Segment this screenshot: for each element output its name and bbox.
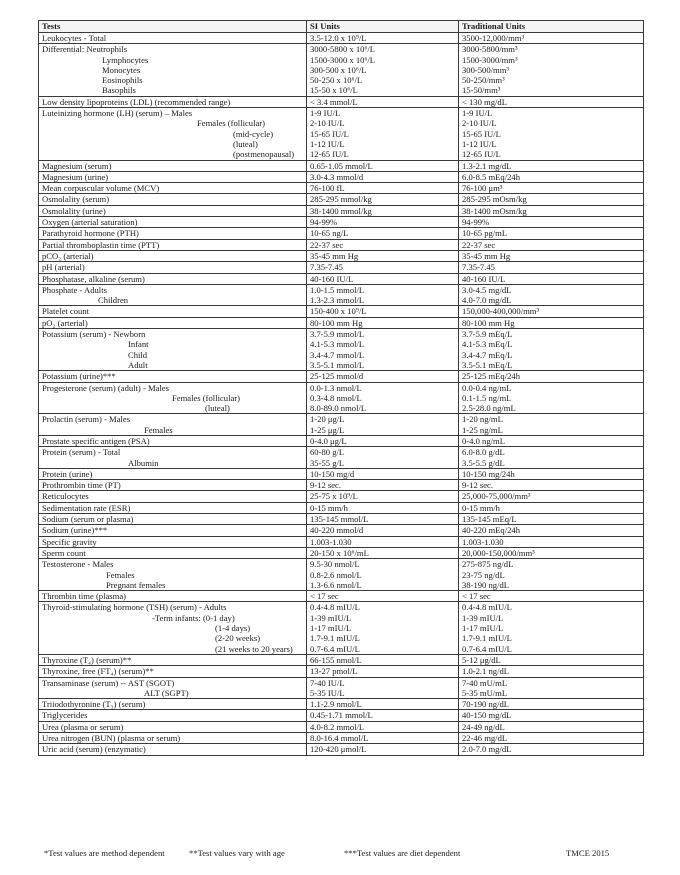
test-name-cell: Partial thromboplastin time (PTT)	[39, 239, 307, 250]
traditional-units-cell: 300-500/mm³	[459, 65, 644, 75]
si-units-cell: 1-25 μg/L	[307, 425, 459, 436]
test-name-cell: Phosphatase, alkaline (serum)	[39, 273, 307, 284]
test-name-cell: Protein (urine)	[39, 468, 307, 479]
si-units-cell: 12-65 IU/L	[307, 149, 459, 160]
table-row	[39, 108, 644, 119]
test-name-cell: Females	[39, 425, 307, 436]
table-row	[39, 414, 644, 425]
test-name-cell: ALT (SGPT)	[39, 688, 307, 699]
table-row	[39, 329, 644, 340]
traditional-units-cell: 6.0-8.0 g/dL	[459, 447, 644, 458]
table-row	[39, 339, 644, 349]
test-name-cell: -Term infants: (0-1 day)	[39, 613, 307, 623]
table-row	[39, 317, 644, 328]
traditional-units-cell: 94-99%	[459, 217, 644, 228]
traditional-units-cell: < 130 mg/dL	[459, 96, 644, 107]
test-name-cell: Sodium (serum or plasma)	[39, 514, 307, 525]
table-row	[39, 613, 644, 623]
source-label: TMCE 2015	[566, 848, 610, 858]
test-name-cell: Prostate specific antigen (PSA)	[39, 435, 307, 446]
table-row	[39, 591, 644, 602]
table-row	[39, 580, 644, 591]
si-units-cell: 0.7-6.4 mIU/L	[307, 644, 459, 655]
traditional-units-cell: 3.5-5.1 mEq/L	[459, 360, 644, 371]
traditional-units-cell: 0.4-4.8 mIU/L	[459, 602, 644, 613]
table-row	[39, 55, 644, 65]
traditional-units-cell: 7.35-7.45	[459, 262, 644, 273]
si-units-cell: 0.4-4.8 mIU/L	[307, 602, 459, 613]
si-units-cell: 4.1-5.3 mmol/L	[307, 339, 459, 349]
si-units-cell: 15-65 IU/L	[307, 129, 459, 139]
table-row	[39, 33, 644, 44]
test-name-cell: Infant	[39, 339, 307, 349]
si-units-cell: 300-500 x 10⁶/L	[307, 65, 459, 75]
table-row	[39, 85, 644, 96]
si-units-cell: 0.45-1.71 mmol/L	[307, 710, 459, 721]
traditional-units-cell: 38-190 ng/dL	[459, 580, 644, 591]
table-row	[39, 633, 644, 643]
table-row	[39, 382, 644, 393]
si-units-cell: 38-1400 mmol/kg	[307, 205, 459, 216]
si-units-cell: 1-20 μg/L	[307, 414, 459, 425]
table-row	[39, 502, 644, 513]
test-name-cell: Low density lipoproteins (LDL) (recommended range)	[39, 96, 307, 107]
table-row	[39, 468, 644, 479]
test-name-cell: Thyroxine (T₄) (serum)**	[39, 654, 307, 665]
test-name-cell: Specific gravity	[39, 536, 307, 547]
si-units-cell: 2-10 IU/L	[307, 118, 459, 128]
traditional-units-cell: 0-4.0 ng/mL	[459, 435, 644, 446]
test-name-cell: Females	[39, 570, 307, 580]
test-name-cell: (1-4 days)	[39, 623, 307, 633]
table-row	[39, 480, 644, 491]
traditional-units-cell: 50-250/mm³	[459, 75, 644, 85]
test-name-cell: Thyroid-stimulating hormone (TSH) (serum) - Adults	[39, 602, 307, 613]
si-units-cell: 1-12 IU/L	[307, 139, 459, 149]
si-units-cell: 25-125 mmol/d	[307, 371, 459, 382]
test-name-cell: (mid-cycle)	[39, 129, 307, 139]
traditional-units-cell: 38-1400 mOsm/kg	[459, 205, 644, 216]
si-units-cell: 5-35 IU/L	[307, 688, 459, 699]
si-units-cell: 1-17 mIU/L	[307, 623, 459, 633]
table-row	[39, 744, 644, 755]
traditional-units-cell: 5-35 mU/mL	[459, 688, 644, 699]
traditional-units-cell: 1-9 IU/L	[459, 108, 644, 119]
traditional-units-cell: 1.003-1.030	[459, 536, 644, 547]
traditional-units-cell: 35-45 mm Hg	[459, 250, 644, 261]
test-name-cell: Child	[39, 350, 307, 360]
table-row	[39, 547, 644, 558]
si-units-cell: 8.0-89.0 nmol/L	[307, 403, 459, 414]
test-name-cell: Leukocytes - Total	[39, 33, 307, 44]
si-units-cell: 1500-3000 x 10⁶/L	[307, 55, 459, 65]
si-units-cell: 25-75 x 10⁹/L	[307, 491, 459, 502]
table-row	[39, 217, 644, 228]
traditional-units-cell: 1-20 ng/mL	[459, 414, 644, 425]
table-row	[39, 458, 644, 469]
si-units-cell: 7-40 IU/L	[307, 677, 459, 688]
table-row	[39, 360, 644, 371]
traditional-units-cell: 40-220 mEq/24h	[459, 525, 644, 536]
traditional-units-cell: 3.4-4.7 mEq/L	[459, 350, 644, 360]
si-units-cell: 0.3-4.8 nmol/L	[307, 393, 459, 403]
test-name-cell: Thyroxine, free (FT₄) (serum)**	[39, 666, 307, 677]
table-row	[39, 403, 644, 414]
traditional-units-cell: 1-25 ng/mL	[459, 425, 644, 436]
test-name-cell: Triglycerides	[39, 710, 307, 721]
traditional-units-cell: 76-100 μm³	[459, 183, 644, 194]
table-row	[39, 96, 644, 107]
footer-notes	[44, 848, 634, 858]
test-name-cell: Magnesium (urine)	[39, 171, 307, 182]
traditional-units-cell: 22-46 mg/dL	[459, 733, 644, 744]
table-row	[39, 570, 644, 580]
traditional-units-cell: 80-100 mm Hg	[459, 317, 644, 328]
traditional-units-cell: 15-50/mm³	[459, 85, 644, 96]
si-units-cell: 0.8-2.6 nmol/L	[307, 570, 459, 580]
si-units-cell: 10-65 ng/L	[307, 228, 459, 239]
test-name-cell: Thrombin time (plasma)	[39, 591, 307, 602]
traditional-units-cell: 15-65 IU/L	[459, 129, 644, 139]
traditional-units-cell: 1.7-9.1 mIU/L	[459, 633, 644, 643]
test-name-cell: Phosphate - Adults	[39, 284, 307, 295]
traditional-units-cell: 0-15 mm/h	[459, 502, 644, 513]
si-units-cell: 1-39 mIU/L	[307, 613, 459, 623]
si-units-cell: 35-45 mm Hg	[307, 250, 459, 261]
traditional-units-cell: 24-49 ng/dL	[459, 721, 644, 732]
test-name-cell: (postmenopausal)	[39, 149, 307, 160]
traditional-units-cell: 285-295 mOsm/kg	[459, 194, 644, 205]
si-units-cell: 9-12 sec.	[307, 480, 459, 491]
si-units-cell: 13-27 pmol/L	[307, 666, 459, 677]
traditional-units-cell: 12-65 IU/L	[459, 149, 644, 160]
table-row	[39, 514, 644, 525]
table-row	[39, 654, 644, 665]
si-units-cell: 3.4-4.7 mmol/L	[307, 350, 459, 360]
test-name-cell: Differential: Neutrophils	[39, 44, 307, 55]
table-row	[39, 536, 644, 547]
si-units-cell: 1.3-2.3 mmol/L	[307, 295, 459, 306]
traditional-units-cell: 9-12 sec.	[459, 480, 644, 491]
test-name-cell: Parathyroid hormone (PTH)	[39, 228, 307, 239]
table-row	[39, 525, 644, 536]
test-name-cell: Luteinizing hormone (LH) (serum) – Males	[39, 108, 307, 119]
table-row	[39, 710, 644, 721]
test-name-cell: Eosinophils	[39, 75, 307, 85]
table-row	[39, 602, 644, 613]
traditional-units-cell: 4.1-5.3 mEq/L	[459, 339, 644, 349]
table-row	[39, 160, 644, 171]
test-name-cell: Osmolality (urine)	[39, 205, 307, 216]
test-name-cell: Pregnant females	[39, 580, 307, 591]
si-units-cell: 22-37 sec	[307, 239, 459, 250]
test-name-cell: pO₂ (arterial)	[39, 317, 307, 328]
header-tests: Tests	[39, 21, 307, 33]
si-units-cell: 1.003-1.030	[307, 536, 459, 547]
table-row	[39, 623, 644, 633]
header-si-units: SI Units	[307, 21, 459, 33]
table-body	[39, 33, 644, 756]
test-name-cell: Monocytes	[39, 65, 307, 75]
traditional-units-cell: 22-37 sec	[459, 239, 644, 250]
test-name-cell: Potassium (serum) - Newborn	[39, 329, 307, 340]
test-name-cell: Testosterone - Males	[39, 559, 307, 570]
test-name-cell: Progesterone (serum) (adult) - Males	[39, 382, 307, 393]
traditional-units-cell: 1.3-2.1 mg/dL	[459, 160, 644, 171]
si-units-cell: 120-420 μmol/L	[307, 744, 459, 755]
si-units-cell: 7.35-7.45	[307, 262, 459, 273]
traditional-units-cell: 40-160 IU/L	[459, 273, 644, 284]
si-units-cell: 3000-5800 x 10⁶/L	[307, 44, 459, 55]
table-row	[39, 393, 644, 403]
si-units-cell: 3.7-5.9 mmol/L	[307, 329, 459, 340]
footnote-diet-dependent: ***Test values are diet dependent	[344, 848, 461, 858]
test-name-cell: Sodium (urine)***	[39, 525, 307, 536]
table-row	[39, 721, 644, 732]
traditional-units-cell: 7-40 mU/mL	[459, 677, 644, 688]
traditional-units-cell: 3500-12,000/mm³	[459, 33, 644, 44]
si-units-cell: 1.7-9.1 mIU/L	[307, 633, 459, 643]
traditional-units-cell: 150,000-400,000/mm³	[459, 306, 644, 317]
si-units-cell: 80-100 mm Hg	[307, 317, 459, 328]
table-row	[39, 491, 644, 502]
traditional-units-cell: 2.0-7.0 mg/dL	[459, 744, 644, 755]
traditional-units-cell: 20,000-150,000/mm³	[459, 547, 644, 558]
si-units-cell: 3.0-4.3 mmol/d	[307, 171, 459, 182]
table-row	[39, 284, 644, 295]
test-name-cell: Transaminase (serum) -- AST (SGOT)	[39, 677, 307, 688]
test-name-cell: Protein (serum) - Total	[39, 447, 307, 458]
lab-values-table	[38, 20, 644, 756]
table-row	[39, 350, 644, 360]
test-name-cell: Oxygen (arterial saturation)	[39, 217, 307, 228]
traditional-units-cell: 1.0-2.1 ng/dL	[459, 666, 644, 677]
test-name-cell: Prothrombin time (PT)	[39, 480, 307, 491]
traditional-units-cell: 1500-3000/mm³	[459, 55, 644, 65]
table-row	[39, 183, 644, 194]
traditional-units-cell: 70-190 ng/dL	[459, 699, 644, 710]
si-units-cell: 10-150 mg/d	[307, 468, 459, 479]
test-name-cell: Osmolality (serum)	[39, 194, 307, 205]
si-units-cell: 20-150 x 10⁶/mL	[307, 547, 459, 558]
table-row	[39, 129, 644, 139]
si-units-cell: 135-145 mmol/L	[307, 514, 459, 525]
si-units-cell: 285-295 mmol/kg	[307, 194, 459, 205]
traditional-units-cell: 1-17 mIU/L	[459, 623, 644, 633]
table-row	[39, 205, 644, 216]
traditional-units-cell: 0.7-6.4 mIU/L	[459, 644, 644, 655]
table-row	[39, 688, 644, 699]
table-row	[39, 194, 644, 205]
table-row	[39, 425, 644, 436]
test-name-cell: pCO₂ (arterial)	[39, 250, 307, 261]
test-name-cell: Triiodothyronine (T₃) (serum)	[39, 699, 307, 710]
traditional-units-cell: 1-12 IU/L	[459, 139, 644, 149]
si-units-cell: 0-15 mm/h	[307, 502, 459, 513]
test-name-cell: Sperm count	[39, 547, 307, 558]
si-units-cell: 0.65-1.05 mmol/L	[307, 160, 459, 171]
test-name-cell: Children	[39, 295, 307, 306]
traditional-units-cell: 135-145 mEq/L	[459, 514, 644, 525]
si-units-cell: 1.3-6.6 nmol/L	[307, 580, 459, 591]
test-name-cell: Lymphocytes	[39, 55, 307, 65]
traditional-units-cell: 40-150 mg/dL	[459, 710, 644, 721]
table-row	[39, 295, 644, 306]
table-row	[39, 644, 644, 655]
reference-values-sheet	[38, 20, 643, 756]
test-name-cell: Reticulocytes	[39, 491, 307, 502]
table-row	[39, 666, 644, 677]
test-name-cell: (luteal)	[39, 403, 307, 414]
traditional-units-cell: 3000-5800/mm³	[459, 44, 644, 55]
table-row	[39, 75, 644, 85]
table-row	[39, 435, 644, 446]
table-header-row	[39, 21, 644, 33]
table-row	[39, 118, 644, 128]
table-row	[39, 65, 644, 75]
traditional-units-cell: 2-10 IU/L	[459, 118, 644, 128]
si-units-cell: 50-250 x 10⁶/L	[307, 75, 459, 85]
test-name-cell: Urea (plasma or serum)	[39, 721, 307, 732]
test-name-cell: Potassium (urine)***	[39, 371, 307, 382]
traditional-units-cell: 3.5-5.5 g/dL	[459, 458, 644, 469]
test-name-cell: (2-20 weeks)	[39, 633, 307, 643]
test-name-cell: Sedimentation rate (ESR)	[39, 502, 307, 513]
si-units-cell: 1.1-2.9 nmol/L	[307, 699, 459, 710]
traditional-units-cell: 23-75 ng/dL	[459, 570, 644, 580]
table-row	[39, 139, 644, 149]
table-row	[39, 149, 644, 160]
si-units-cell: 66-155 nmol/L	[307, 654, 459, 665]
si-units-cell: 40-220 mmol/d	[307, 525, 459, 536]
traditional-units-cell: 10-65 pg/mL	[459, 228, 644, 239]
si-units-cell: 76-100 fL	[307, 183, 459, 194]
traditional-units-cell: 3.0-4.5 mg/dL	[459, 284, 644, 295]
si-units-cell: 35-55 g/L	[307, 458, 459, 469]
table-row	[39, 262, 644, 273]
table-row	[39, 677, 644, 688]
si-units-cell: 8.0-16.4 mmol/L	[307, 733, 459, 744]
si-units-cell: < 17 sec	[307, 591, 459, 602]
si-units-cell: 94-99%	[307, 217, 459, 228]
table-row	[39, 239, 644, 250]
footnote-vary-with-age: **Test values vary with age	[189, 848, 285, 858]
si-units-cell: 60-80 g/L	[307, 447, 459, 458]
si-units-cell: 3.5-12.0 x 10⁹/L	[307, 33, 459, 44]
si-units-cell: 3.5-5.1 mmol/L	[307, 360, 459, 371]
traditional-units-cell: 25,000-75,000/mm³	[459, 491, 644, 502]
table-row	[39, 733, 644, 744]
si-units-cell: 0.0-1.3 nmol/L	[307, 382, 459, 393]
test-name-cell: Adult	[39, 360, 307, 371]
traditional-units-cell: 2.5-28.0 ng/mL	[459, 403, 644, 414]
footnote-method-dependent: *Test values are method dependent	[44, 848, 165, 858]
table-row	[39, 559, 644, 570]
header-traditional-units: Traditional Units	[459, 21, 644, 33]
traditional-units-cell: < 17 sec	[459, 591, 644, 602]
test-name-cell: (21 weeks to 20 years)	[39, 644, 307, 655]
si-units-cell: < 3.4 mmol/L	[307, 96, 459, 107]
test-name-cell: Magnesium (serum)	[39, 160, 307, 171]
test-name-cell: Uric acid (serum) (enzymatic)	[39, 744, 307, 755]
test-name-cell: Platelet count	[39, 306, 307, 317]
table-row	[39, 171, 644, 182]
traditional-units-cell: 25-125 mEq/24h	[459, 371, 644, 382]
si-units-cell: 1-9 IU/L	[307, 108, 459, 119]
traditional-units-cell: 3.7-5.9 mEq/L	[459, 329, 644, 340]
test-name-cell: pH (arterial)	[39, 262, 307, 273]
si-units-cell: 15-50 x 10⁶/L	[307, 85, 459, 96]
table-row	[39, 273, 644, 284]
test-name-cell: Urea nitrogen (BUN) (plasma or serum)	[39, 733, 307, 744]
test-name-cell: Albumin	[39, 458, 307, 469]
table-row	[39, 250, 644, 261]
test-name-cell: Females (follicular)	[39, 393, 307, 403]
traditional-units-cell: 6.0-8.5 mEq/24h	[459, 171, 644, 182]
test-name-cell: (luteal)	[39, 139, 307, 149]
traditional-units-cell: 0.1-1.5 ng/mL	[459, 393, 644, 403]
traditional-units-cell: 1-39 mIU/L	[459, 613, 644, 623]
traditional-units-cell: 275-875 ng/dL	[459, 559, 644, 570]
traditional-units-cell: 10-150 mg/24h	[459, 468, 644, 479]
test-name-cell: Females (follicular)	[39, 118, 307, 128]
si-units-cell: 9.5-30 nmol/L	[307, 559, 459, 570]
test-name-cell: Basophils	[39, 85, 307, 96]
si-units-cell: 4.0-8.2 mmol/L	[307, 721, 459, 732]
si-units-cell: 1.0-1.5 mmol/L	[307, 284, 459, 295]
test-name-cell: Prolactin (serum) - Males	[39, 414, 307, 425]
test-name-cell: Mean corpuscular volume (MCV)	[39, 183, 307, 194]
table-row	[39, 228, 644, 239]
traditional-units-cell: 4.0-7.0 mg/dL	[459, 295, 644, 306]
table-row	[39, 44, 644, 55]
si-units-cell: 0-4.0 μg/L	[307, 435, 459, 446]
traditional-units-cell: 5-12 μg/dL	[459, 654, 644, 665]
table-row	[39, 306, 644, 317]
table-row	[39, 447, 644, 458]
si-units-cell: 150-400 x 10⁹/L	[307, 306, 459, 317]
table-row	[39, 699, 644, 710]
traditional-units-cell: 0.0-0.4 ng/mL	[459, 382, 644, 393]
table-row	[39, 371, 644, 382]
si-units-cell: 40-160 IU/L	[307, 273, 459, 284]
